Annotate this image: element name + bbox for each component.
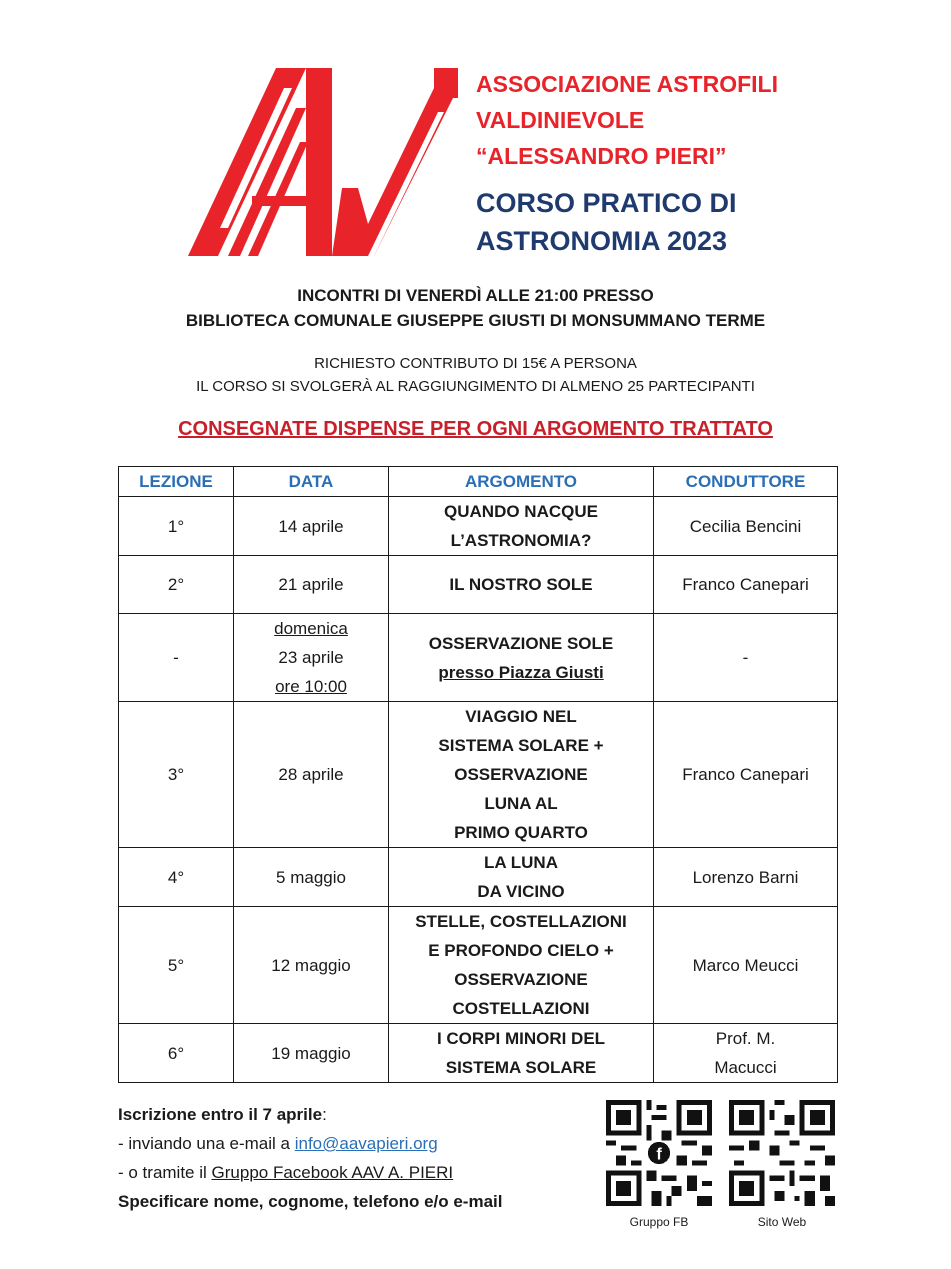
email-link[interactable]: info@aavapieri.org (294, 1134, 438, 1153)
topic-cell (389, 497, 654, 556)
topic-line: OSSERVAZIONE (454, 970, 588, 989)
host-cell (654, 702, 838, 848)
org-line: ASSOCIAZIONE ASTROFILI (476, 71, 778, 97)
course-line: CORSO PRATICO DI (476, 188, 737, 218)
fee-line: RICHIESTO CONTRIBUTO DI 15€ A PERSONA (314, 355, 637, 372)
lesson-cell: 3° (119, 702, 234, 848)
fee-info (0, 352, 951, 398)
topic-line: COSTELLAZIONI (452, 999, 590, 1018)
topic-cell (389, 556, 654, 614)
topic-cell (389, 907, 654, 1024)
date-line: ore 10:00 (275, 677, 347, 696)
topic-line: OSSERVAZIONE SOLE (428, 633, 614, 653)
lesson-cell: 2° (119, 556, 234, 614)
dispense-notice: CONSEGNATE DISPENSE PER OGNI ARGOMENTO TRATTATO (178, 418, 773, 440)
deadline-text: Iscrizione entro il 7 aprile (118, 1105, 323, 1124)
host-cell (654, 907, 838, 1024)
table-row (119, 1024, 838, 1083)
topic-cell (389, 614, 654, 702)
lesson-cell: 5° (119, 907, 234, 1024)
topic-line: I CORPI MINORI DEL (436, 1029, 606, 1048)
date-line: 28 aprile (278, 765, 344, 784)
host-line: Lorenzo Barni (692, 867, 799, 887)
table-row (119, 614, 838, 702)
topic-line: E PROFONDO CIELO + (428, 941, 614, 960)
fee-line: IL CORSO SI SVOLGERÀ AL RAGGIUNGIMENTO DI ALMENO 25 PARTECIPANTI (196, 378, 755, 395)
topic-cell (389, 1024, 654, 1083)
host-line: Franco Canepari (682, 575, 809, 594)
date-cell (234, 497, 389, 556)
date-cell (234, 702, 389, 848)
host-cell (654, 1024, 838, 1083)
organization-name (476, 66, 778, 174)
topic-line: IL NOSTRO SOLE (449, 575, 593, 594)
host-cell (654, 556, 838, 614)
date-cell (234, 848, 389, 907)
meeting-line: BIBLIOTECA COMUNALE GIUSEPPE GIUSTI DI MONSUMMANO TERME (185, 311, 766, 330)
date-line: 5 maggio (276, 867, 346, 887)
host-line: - (742, 648, 749, 667)
schedule-table (118, 466, 838, 1083)
date-line: domenica (274, 619, 348, 638)
qr-fb-caption: Gruppo FB (629, 1215, 689, 1229)
topic-line: QUANDO NACQUE (444, 502, 598, 521)
header-conduttore: CONDUTTORE (654, 467, 838, 497)
topic-line: STELLE, COSTELLAZIONI (415, 912, 627, 931)
topic-line: DA VICINO (477, 882, 565, 901)
host-line: Marco Meucci (692, 955, 799, 975)
table-row (119, 702, 838, 848)
date-cell (234, 556, 389, 614)
qr-web-caption: Sito Web (757, 1215, 807, 1229)
date-cell (234, 1024, 389, 1083)
host-line: Cecilia Bencini (689, 516, 802, 536)
header-argomento: ARGOMENTO (389, 467, 654, 497)
aav-logo (188, 68, 458, 256)
date-line: 14 aprile (278, 516, 344, 536)
topic-line: LUNA AL (484, 794, 558, 813)
course-title (476, 184, 737, 260)
header-lezione: LEZIONE (119, 467, 234, 497)
topic-line: SISTEMA SOLARE + (438, 736, 604, 755)
org-line: “ALESSANDRO PIERI” (476, 143, 727, 169)
date-cell (234, 907, 389, 1024)
table-row (119, 497, 838, 556)
date-line: 19 maggio (271, 1043, 351, 1063)
meeting-line: INCONTRI DI VENERDÌ ALLE 21:00 PRESSO (297, 286, 654, 305)
table-header-row (119, 467, 838, 497)
date-cell (234, 614, 389, 702)
host-cell (654, 497, 838, 556)
qr-code-facebook-icon[interactable] (606, 1100, 712, 1206)
topic-line: VIAGGIO NEL (465, 707, 577, 726)
lesson-cell: 4° (119, 848, 234, 907)
date-line: 23 aprile (278, 648, 344, 667)
course-line: ASTRONOMIA 2023 (476, 226, 728, 256)
topic-line: SISTEMA SOLARE (445, 1058, 597, 1077)
date-line: 12 maggio (271, 955, 351, 975)
lesson-cell: - (119, 614, 234, 702)
topic-line: PRIMO QUARTO (454, 823, 588, 842)
topic-line: LA LUNA (484, 853, 558, 872)
email-prefix: - inviando una e-mail a (118, 1134, 295, 1153)
svg-text:f: f (656, 1145, 662, 1164)
date-line: 21 aprile (278, 575, 344, 594)
host-line: Franco Canepari (682, 765, 809, 784)
host-cell (654, 848, 838, 907)
topic-cell (389, 848, 654, 907)
org-line: VALDINIEVOLE (476, 107, 645, 133)
topic-line: presso Piazza Giusti (438, 662, 604, 682)
qr-code-website-icon[interactable] (729, 1100, 835, 1206)
table-row (119, 907, 838, 1024)
host-cell (654, 614, 838, 702)
table-row (119, 556, 838, 614)
lesson-cell: 6° (119, 1024, 234, 1083)
registration-info: Iscrizione entro il 7 aprile: - inviando una e-mail a info@aavapieri.org - o tramite il Gruppo Facebook AAV A. PIERI Specificare nome, cognome, telefono e/o e-mail (118, 1100, 502, 1216)
lesson-cell: 1° (119, 497, 234, 556)
topic-cell (389, 702, 654, 848)
facebook-group-link[interactable]: Gruppo Facebook AAV A. PIERI (211, 1163, 454, 1182)
fb-prefix: - o tramite il (118, 1163, 212, 1182)
specify-text: Specificare nome, cognome, telefono e/o e-mail (118, 1192, 503, 1211)
topic-line: OSSERVAZIONE (454, 765, 588, 784)
host-line: Prof. M. (715, 1029, 776, 1048)
header-data: DATA (234, 467, 389, 497)
table-row (119, 848, 838, 907)
host-line: Macucci (714, 1058, 777, 1077)
topic-line: L’ASTRONOMIA? (450, 531, 592, 550)
meeting-info (0, 283, 951, 333)
